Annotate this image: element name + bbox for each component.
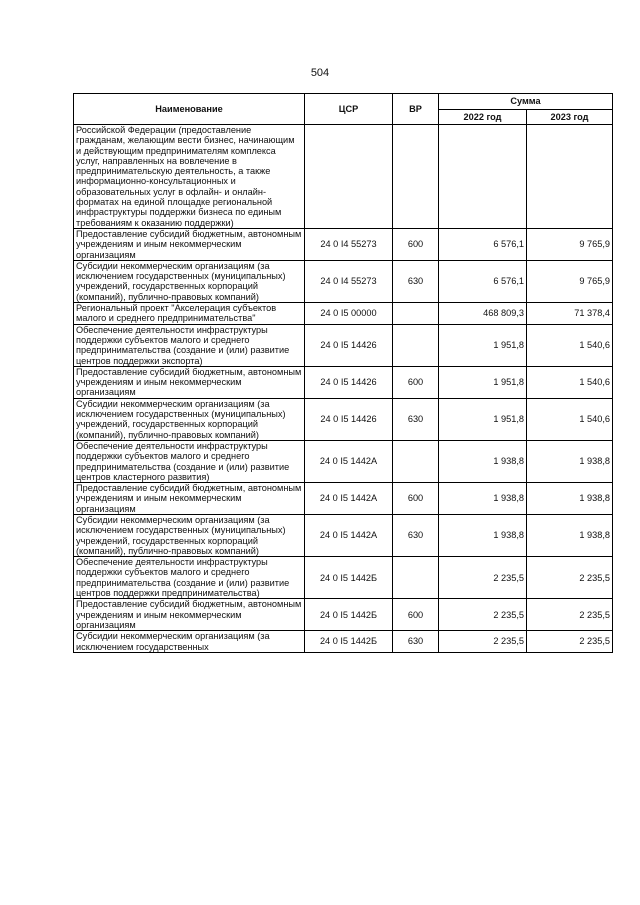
row-vr [393,125,439,229]
header-year-2023: 2023 год [527,110,613,125]
row-sum-2023: 1 540,6 [527,366,613,398]
row-csr: 24 0 I4 55273 [305,260,393,302]
row-name: Субсидии некоммерческим организациям (за исключением государственных (муниципальных) учреждений, государственных корпораций (компаний), публично-правовых компаний) [74,398,305,440]
row-sum-2022: 2 235,5 [439,631,527,653]
row-vr: 600 [393,599,439,631]
row-name: Российской Федерации (предоставление гражданам, желающим вести бизнес, начинающим и действующим предпринимателям комплекса услуг, направленных на вовлечение в предпринимательскую деятельность, а также информационно-консультационных и образовательных услуг в офлайн- и онлайн-форматах на единой площадке региональной инфраструктуры поддержки бизнеса по единым требованиям к оказанию поддержки) [74,125,305,229]
table-row [74,260,613,302]
row-vr: 630 [393,514,439,556]
row-sum-2022: 468 809,3 [439,303,527,325]
row-csr: 24 0 I4 55273 [305,228,393,260]
table-row [74,440,613,482]
header-year-2022: 2022 год [439,110,527,125]
row-sum-2023: 2 235,5 [527,631,613,653]
row-vr: 600 [393,483,439,515]
row-vr: 630 [393,631,439,653]
table-row [74,228,613,260]
table-row [74,483,613,515]
row-name: Обеспечение деятельности инфраструктуры поддержки субъектов малого и среднего предпринимательства (создание и (или) развитие центров кластерного развития) [74,440,305,482]
row-sum-2023: 1 938,8 [527,440,613,482]
row-sum-2023: 9 765,9 [527,260,613,302]
row-sum-2022: 6 576,1 [439,260,527,302]
row-sum-2023 [527,125,613,229]
budget-table [73,93,613,653]
row-vr [393,324,439,366]
row-sum-2023: 1 938,8 [527,514,613,556]
row-vr [393,303,439,325]
row-sum-2022: 2 235,5 [439,557,527,599]
row-csr [305,125,393,229]
row-vr: 630 [393,398,439,440]
table-row [74,125,613,229]
row-name: Предоставление субсидий бюджетным, автономным учреждениям и иным некоммерческим организациям [74,228,305,260]
table-row [74,557,613,599]
row-csr: 24 0 I5 1442А [305,440,393,482]
row-vr: 630 [393,260,439,302]
table-row [74,599,613,631]
header-csr: ЦСР [305,94,393,125]
row-name: Обеспечение деятельности инфраструктуры поддержки субъектов малого и среднего предпринимательства (создание и (или) развитие центров поддержки предпринимательства) [74,557,305,599]
row-sum-2023: 2 235,5 [527,599,613,631]
table-row [74,324,613,366]
row-sum-2023: 1 540,6 [527,398,613,440]
row-csr: 24 0 I5 1442Б [305,631,393,653]
row-sum-2023: 1 540,6 [527,324,613,366]
row-sum-2022: 2 235,5 [439,599,527,631]
header-name: Наименование [74,94,305,125]
row-sum-2022 [439,125,527,229]
row-sum-2022: 1 951,8 [439,324,527,366]
row-name: Обеспечение деятельности инфраструктуры поддержки субъектов малого и среднего предпринимательства (создание и (или) развитие центров поддержки экспорта) [74,324,305,366]
table-row [74,303,613,325]
row-name: Предоставление субсидий бюджетным, автономным учреждениям и иным некоммерческим организациям [74,599,305,631]
row-sum-2023: 1 938,8 [527,483,613,515]
header-vr: ВР [393,94,439,125]
row-sum-2022: 1 951,8 [439,366,527,398]
row-sum-2022: 1 938,8 [439,514,527,556]
row-sum-2022: 1 951,8 [439,398,527,440]
row-csr: 24 0 I5 1442Б [305,557,393,599]
row-vr [393,557,439,599]
row-name: Предоставление субсидий бюджетным, автономным учреждениям и иным некоммерческим организациям [74,483,305,515]
row-sum-2023: 2 235,5 [527,557,613,599]
row-vr [393,440,439,482]
row-csr: 24 0 I5 1442Б [305,599,393,631]
row-sum-2022: 1 938,8 [439,483,527,515]
table-row [74,631,613,653]
row-sum-2023: 71 378,4 [527,303,613,325]
row-sum-2022: 1 938,8 [439,440,527,482]
row-vr: 600 [393,228,439,260]
row-name: Субсидии некоммерческим организациям (за исключением государственных (муниципальных) учреждений, государственных корпораций (компаний), публично-правовых компаний) [74,514,305,556]
row-name: Субсидии некоммерческим организациям (за исключением государственных (муниципальных) учреждений, государственных корпораций (компаний), публично-правовых компаний) [74,260,305,302]
row-csr: 24 0 I5 14426 [305,366,393,398]
row-name: Региональный проект "Акселерация субъектов малого и среднего предпринимательства" [74,303,305,325]
row-csr: 24 0 I5 1442А [305,514,393,556]
table-row [74,398,613,440]
row-sum-2023: 9 765,9 [527,228,613,260]
row-vr: 600 [393,366,439,398]
row-csr: 24 0 I5 14426 [305,398,393,440]
row-sum-2022: 6 576,1 [439,228,527,260]
row-csr: 24 0 I5 00000 [305,303,393,325]
row-csr: 24 0 I5 1442А [305,483,393,515]
page-number: 504 [310,67,330,79]
row-csr: 24 0 I5 14426 [305,324,393,366]
table-row [74,366,613,398]
header-sum: Сумма [439,94,613,110]
table-row [74,514,613,556]
row-name: Предоставление субсидий бюджетным, автономным учреждениям и иным некоммерческим организациям [74,366,305,398]
row-name: Субсидии некоммерческим организациям (за исключением государственных [74,631,305,653]
